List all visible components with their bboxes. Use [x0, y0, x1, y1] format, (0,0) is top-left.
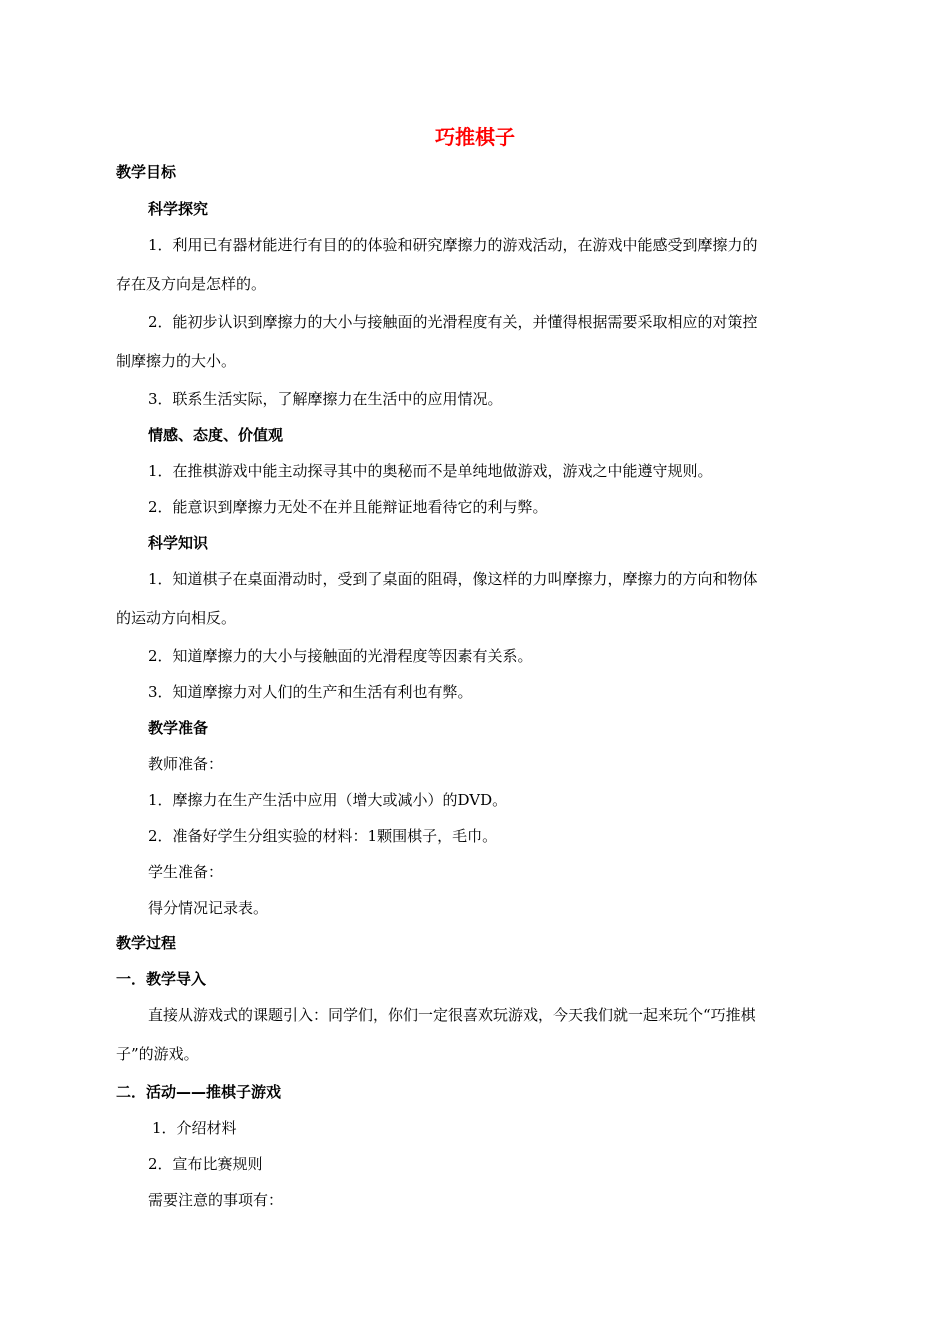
- paragraph: 教师准备：: [148, 755, 224, 773]
- paragraph: 1．摩擦力在生产生活中应用（增大或减小）的DVD。: [148, 791, 508, 809]
- section2-heading: 二．活动——推棋子游戏: [116, 1083, 282, 1101]
- paragraph: 学生准备：: [148, 863, 224, 881]
- process-heading: 教学过程: [116, 934, 177, 952]
- page-title: 巧推棋子: [435, 125, 515, 149]
- preparation-heading: 教学准备: [148, 719, 209, 737]
- paragraph: 3．联系生活实际，了解摩擦力在生活中的应用情况。: [148, 390, 503, 408]
- paragraph: 3．知道摩擦力对人们的生产和生活有利也有弊。: [148, 683, 473, 701]
- section1-heading: 一．教学导入: [116, 970, 207, 988]
- paragraph: 2．准备好学生分组实验的材料：1颗围棋子，毛巾。: [148, 827, 498, 845]
- paragraph: 的运动方向相反。: [116, 609, 237, 627]
- paragraph: 需要注意的事项有：: [148, 1191, 284, 1209]
- paragraph: 1．利用已有器材能进行有目的的体验和研究摩擦力的游戏活动，在游戏中能感受到摩擦力的: [148, 236, 758, 254]
- paragraph: 2．宣布比赛规则: [148, 1155, 263, 1173]
- knowledge-heading: 科学知识: [148, 534, 209, 552]
- paragraph: 2．知道摩擦力的大小与接触面的光滑程度等因素有关系。: [148, 647, 533, 665]
- emotion-heading: 情感、态度、价值观: [148, 426, 284, 444]
- paragraph: 1．在推棋游戏中能主动探寻其中的奥秘而不是单纯地做游戏，游戏之中能遵守规则。: [148, 462, 713, 480]
- objectives-heading: 教学目标: [116, 163, 177, 181]
- paragraph: 1．介绍材料: [152, 1119, 237, 1137]
- science-inquiry-heading: 科学探究: [148, 200, 209, 218]
- paragraph: 存在及方向是怎样的。: [116, 275, 267, 293]
- paragraph: 子”的游戏。: [116, 1045, 199, 1063]
- paragraph: 2．能初步认识到摩擦力的大小与接触面的光滑程度有关，并懂得根据需要采取相应的对策控: [148, 313, 758, 331]
- paragraph: 1．知道棋子在桌面滑动时，受到了桌面的阻碍，像这样的力叫摩擦力，摩擦力的方向和物体: [148, 570, 758, 588]
- paragraph: 直接从游戏式的课题引入：同学们，你们一定很喜欢玩游戏，今天我们就一起来玩个“巧推棋: [148, 1006, 756, 1024]
- paragraph: 2．能意识到摩擦力无处不在并且能辩证地看待它的利与弊。: [148, 498, 548, 516]
- paragraph: 制摩擦力的大小。: [116, 352, 237, 370]
- paragraph: 得分情况记录表。: [148, 899, 269, 917]
